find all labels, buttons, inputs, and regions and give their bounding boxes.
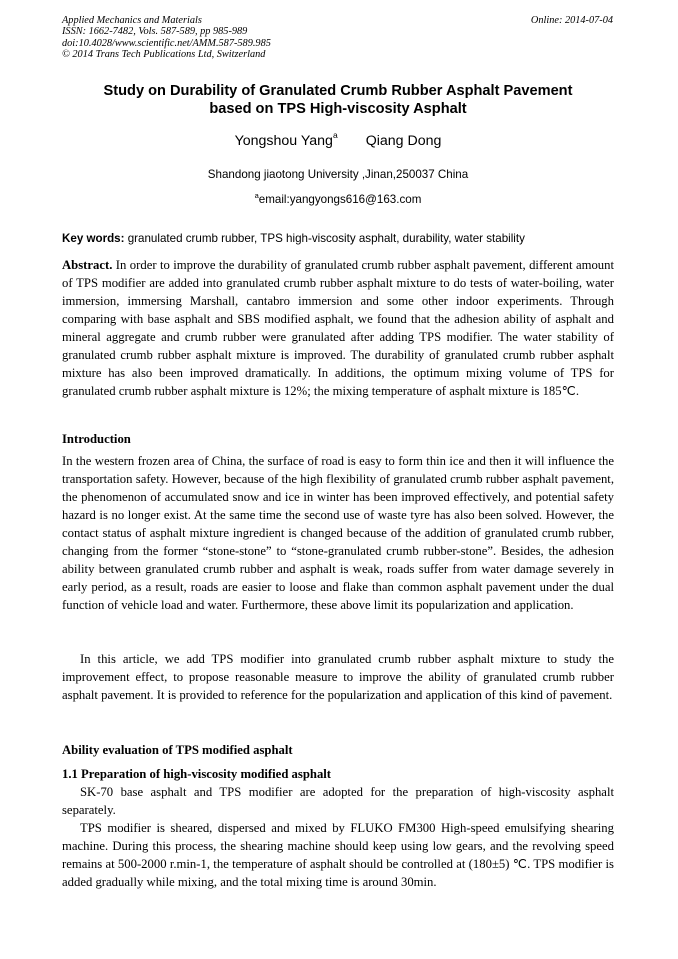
subsection-paragraph-1: SK-70 base asphalt and TPS modifier are adopted for the preparation of high-viscosity asphalt separately. <box>62 785 614 817</box>
copyright-line: © 2014 Trans Tech Publications Ltd, Switzerland <box>62 49 266 61</box>
journal-header <box>62 15 271 61</box>
keywords-label: Key words: <box>62 232 125 245</box>
subsection-heading: 1.1 Preparation of high-viscosity modified asphalt <box>62 767 332 781</box>
online-date: Online: 2014-07-04 <box>530 15 613 26</box>
subsection-paragraph-2: TPS modifier is sheared, dispersed and mixed by FLUKO FM300 High-speed emulsifying shearing machine. During this process, the shearing machine should keep using low gears, and the revolving speed remains at 500-2000 r.min-1, the temperature of asphalt should be controlled at (180±5) ℃. TPS modifier is added gradually while mixing, and the total mixing time is around 30min. <box>62 821 614 889</box>
author-list <box>62 132 614 150</box>
title-line-2: based on TPS High-viscosity Asphalt <box>209 101 467 117</box>
section-heading: Ability evaluation of TPS modified asphalt <box>62 743 293 757</box>
paper-title <box>62 82 614 118</box>
issn-line: ISSN: 1662-7482, Vols. 587-589, pp 985-989 <box>62 26 248 38</box>
introduction-paragraph-2: In this article, we add TPS modifier into granulated crumb rubber asphalt mixture to study the improvement effect, to propose reasonable measure to improve the ability of granulated crumb rubber asphalt pavement. It is provided to reference for the popularization and application of this kind of pavement. <box>62 652 614 702</box>
author-1: Yongshou Yang <box>234 133 333 149</box>
introduction-heading: Introduction <box>62 432 131 446</box>
title-line-1: Study on Durability of Granulated Crumb Rubber Asphalt Pavement <box>103 83 573 99</box>
author-1-affiliation-mark: a <box>332 130 338 140</box>
affiliation: Shandong jiaotong University ,Jinan,250037 China <box>207 168 469 181</box>
doi-line: doi:10.4028/www.scientific.net/AMM.587-589.985 <box>62 37 271 49</box>
keywords-text: granulated crumb rubber, TPS high-viscosity asphalt, durability, water stability <box>124 232 525 245</box>
keywords <box>62 232 614 246</box>
abstract <box>62 256 614 400</box>
abstract-text: In order to improve the durability of granulated crumb rubber asphalt pavement, different amount of TPS modifier are added into granulated crumb rubber asphalt mixture to do tests of water-boiling, water immersion, immersing Marshall, cantabro immersion and some other indoor experiments. Through comparing with base asphalt and SBS modified asphalt, we found that the adhesion ability of asphalt and mineral aggregate and crumb rubber were granulated after adding TPS modifier. The water stability of granulated crumb rubber asphalt mixture is improved. The durability of granulated crumb rubber asphalt mixture has also been improved dramatically. In additions, the optimum mixing volume of TPS for granulated crumb rubber asphalt mixture is 12%; the mixing temperature of asphalt mixture is 185℃. <box>62 258 614 398</box>
introduction-paragraph-1: In the western frozen area of China, the surface of road is easy to form thin ice and then it will influence the transportation safety. However, because of the high flexibility of granulated crumb rubber asphalt pavement, the phenomenon of accumulated snow and ice in winter has been improved effectively, and potential safety hazard is no longer exist. At the same time the second use of waste tyre has also been solved. However, the contact status of asphalt mixture ingredient is changed because of the addition of granulated crumb rubber, changing from the former “stone-stone” to “stone-granulated crumb rubber-stone”. Besides, the adhesion ability between granulated crumb rubber and asphalt is weak, roads suffer from water damage severely in early period, as a result, roads are easier to loose and flake than common asphalt pavement under the dual function of vehicle load and water. Furthermore, these above limit its popularization and application. <box>62 454 614 612</box>
email-affiliation-mark: a <box>254 191 259 200</box>
email-text: email:yangyongs616@163.com <box>258 193 422 206</box>
author-email <box>62 193 614 207</box>
author-2: Qiang Dong <box>365 133 442 149</box>
abstract-label: Abstract. <box>62 258 113 272</box>
journal-name: Applied Mechanics and Materials <box>62 15 202 26</box>
